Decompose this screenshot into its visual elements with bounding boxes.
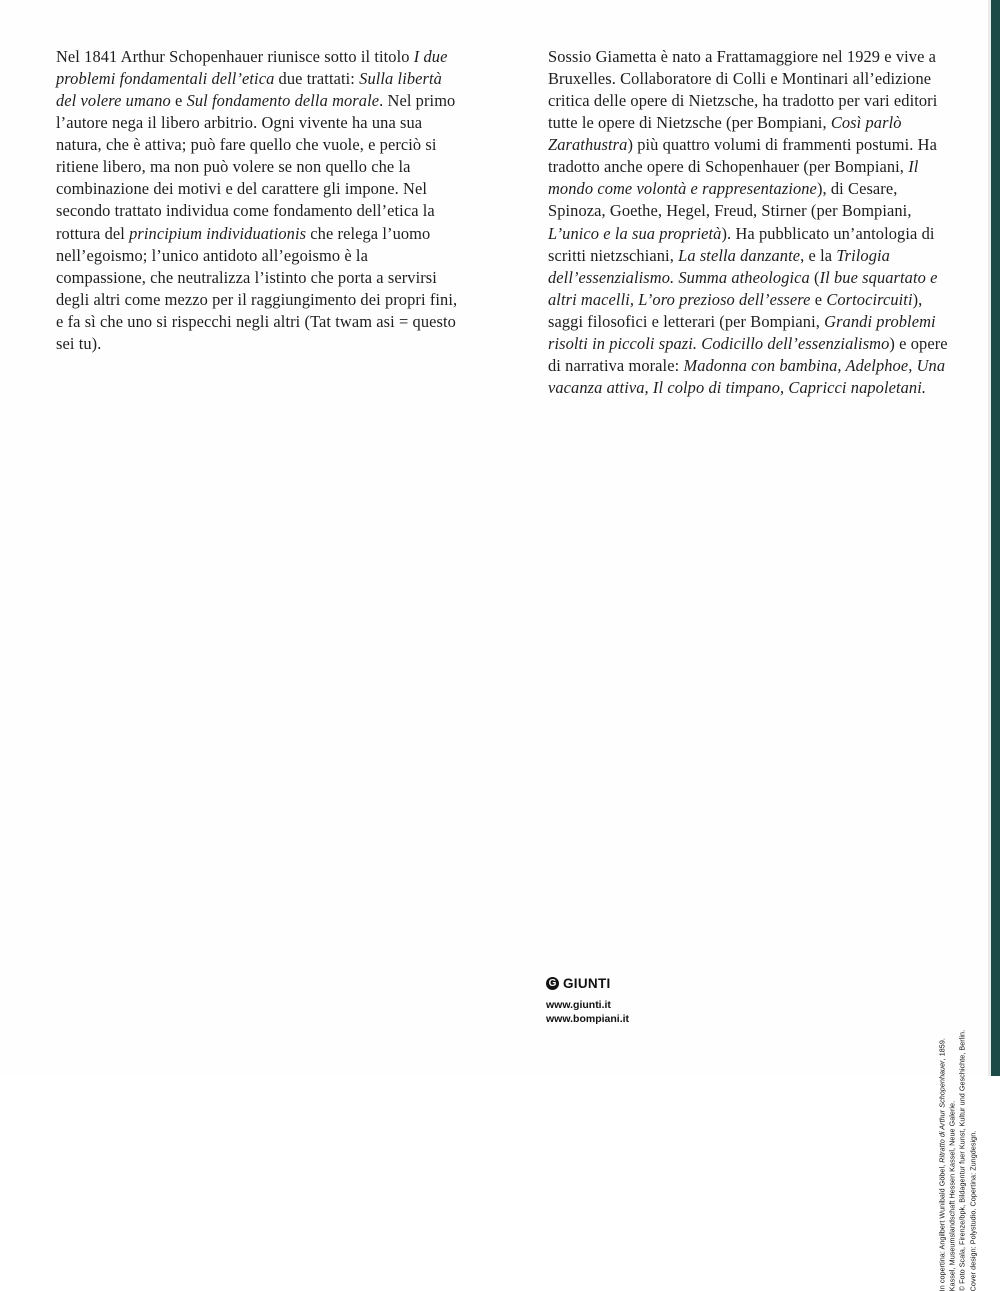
credit-line-1: In copertina: Angilbert Wunibald Göbel, Ritratto di Arthur Schopenhauer, 1859.	[937, 1038, 947, 1291]
spine-strip	[991, 0, 1000, 1076]
publisher-urls	[546, 999, 806, 1027]
translator-biography-column	[548, 46, 948, 399]
publisher-name: GIUNTI	[563, 976, 611, 991]
cover-credits	[937, 1030, 978, 1291]
book-description-text: Nel 1841 Arthur Schopenhauer riunisce sotto il titolo I due problemi fondamentali dell’etica due trattati: Sulla libertà del volere umano e Sul fondamento della morale. Nel primo l’autore nega il libero arbitrio. Ogni vivente ha una sua natura, che è attiva; può fare quello che vuole, e perciò si ritiene libero, ma non può volere se non quello che la combinazione dei motivi e del carattere gli impone. Nel secondo trattato individua come fondamento dell’etica la rottura del principium individuationis che relega l’uomo nell’egoismo; l’unico antidoto all’egoismo è la compassione, che neutralizza l’istinto che porta a servirsi degli altri come mezzo per il raggiungimento dei propri fini, e fa sì che uno si rispecchi negli altri (Tat twam asi = questo sei tu).	[56, 47, 458, 353]
publisher-logo	[546, 976, 806, 991]
credit-line-4: Cover design: Polystudio. Copertina: Zungdesign.	[967, 1130, 977, 1291]
publisher-url-bompiani[interactable]: www.bompiani.it	[546, 1012, 630, 1025]
publisher-url-giunti[interactable]: www.giunti.it	[546, 999, 611, 1011]
credit-line-2: Kassel, Museumslandschaft Hessen Kassel, Neue Galerie.	[947, 1100, 957, 1291]
credit-line-3: © Foto Scala, Firenze/bpk, Bildagentur fuer Kunst, Kultur und Geschichte, Berlin.	[957, 1030, 967, 1291]
publisher-block	[546, 976, 806, 1027]
translator-biography-text: Sossio Giametta è nato a Frattamaggiore nel 1929 e vive a Bruxelles. Collaboratore di Colli e Montinari all’edizione critica delle opere di Nietzsche, ha tradotto per vari editori tutte le opere di Nietzsche (per Bompiani, Così parlò Zarathustra) più quattro volumi di frammenti postumi. Ha tradotto anche opere di Schopenhauer (per Bompiani, Il mondo come volontà e rappresentazione), di Cesare, Spinoza, Goethe, Hegel, Freud, Stirner (per Bompiani, L’unico e la sua proprietà). Ha pubblicato un’antologia di scritti nietzschiani, La stella danzante, e la Trilogia dell’essenzialismo. Summa atheologica (Il bue squartato e altri macelli, L’oro prezioso dell’essere e Cortocircuiti), saggi filosofici e letterari (per Bompiani, Grandi problemi risolti in piccoli spazi. Codicillo dell’essenzialismo) e opere di narrativa morale: Madonna con bambina, Adelphoe, Una vacanza attiva, Il colpo di timpano, Capricci napoletani.	[548, 47, 948, 397]
giunti-logo-icon: G	[546, 977, 559, 990]
book-description-column	[56, 46, 461, 355]
